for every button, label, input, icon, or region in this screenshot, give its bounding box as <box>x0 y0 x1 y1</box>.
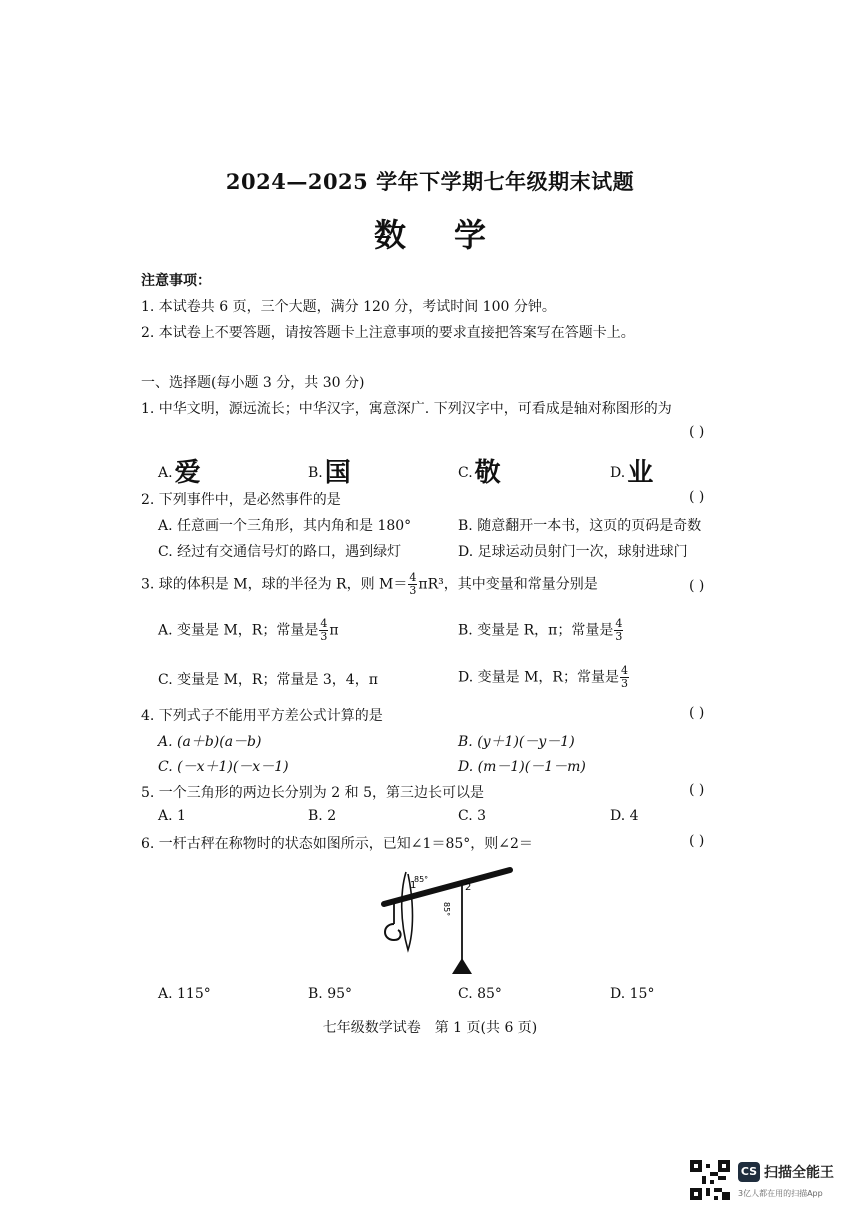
option-letter: C. <box>458 465 473 481</box>
option-fraction <box>319 618 328 643</box>
section-heading: 一、选择题(每小题 3 分，共 30 分) <box>141 375 365 391</box>
q3-option-d <box>458 665 630 690</box>
q6-answer-paren: ( ) <box>689 833 705 849</box>
q1-option-c <box>458 452 501 489</box>
q4-option-b: B. (y＋1)(－y－1) <box>458 734 575 750</box>
q1-option-d <box>610 452 653 489</box>
option-letter: A. <box>158 465 173 481</box>
q6-option-a: A. 115° <box>158 986 211 1002</box>
fraction-denominator: 3 <box>409 584 417 597</box>
scanner-tagline: 3亿人都在用的扫描App <box>738 1189 823 1198</box>
fraction-denominator: 3 <box>615 630 623 643</box>
notice-heading: 注意事项： <box>141 273 211 289</box>
exam-title: 2024—2025 学年下学期七年级期末试题 <box>225 169 635 194</box>
q6-option-b: B. 95° <box>308 986 353 1002</box>
option-char: 敬 <box>474 458 501 488</box>
q2-option-c: C. 经过有交通信号灯的路口，遇到绿灯 <box>158 544 402 560</box>
q6-option-c: C. 85° <box>458 986 502 1002</box>
q4-option-d: D. (m－1)(－1－m) <box>458 759 586 775</box>
q4-option-a: A. (a＋b)(a－b) <box>158 734 262 750</box>
page-footer: 七年级数学试卷 第 1 页(共 6 页) <box>322 1020 538 1036</box>
notice-item-2: 2. 本试卷上不要答题，请按答题卡上注意事项的要求直接把答案写在答题卡上。 <box>141 325 635 341</box>
q5-option-b: B. 2 <box>308 808 337 824</box>
fulcrum-triangle <box>452 958 472 974</box>
option-letter: B. <box>308 465 323 481</box>
q2-option-b: B. 随意翻开一本书，这页的页码是奇数 <box>458 518 702 534</box>
q5-option-a: A. 1 <box>158 808 186 824</box>
q5-stem: 5. 一个三角形的两边长分别为 2 和 5，第三边长可以是 <box>141 785 484 801</box>
q3-stem-part: 3. 球的体积是 M，球的半径为 R，则 M＝ <box>141 576 408 593</box>
q2-stem: 2. 下列事件中，是必然事件的是 <box>141 492 341 508</box>
q6-stem: 6. 一杆古秤在称物时的状态如图所示，已知∠1＝85°，则∠2＝ <box>141 836 533 852</box>
steelyard-figure <box>370 862 520 980</box>
angle-2-label: 2 <box>465 882 472 893</box>
q3-option-a <box>158 618 339 643</box>
fraction-numerator: 4 <box>320 617 328 630</box>
q1-option-a <box>158 452 201 489</box>
scanner-brand: 扫描全能王 <box>764 1165 834 1181</box>
option-text: π <box>329 622 339 639</box>
q1-stem: 1. 中华文明，源远流长；中华汉字，寓意深广. 下列汉字中，可看成是轴对称图形的为 <box>141 401 672 417</box>
angle-1-label: 1 <box>410 880 417 891</box>
q6-option-d: D. 15° <box>610 986 655 1002</box>
option-text: B. 变量是 R，π；常量是 <box>458 622 614 639</box>
option-fraction <box>620 665 629 690</box>
option-char: 国 <box>324 458 351 488</box>
q4-answer-paren: ( ) <box>689 705 705 721</box>
q3-stem <box>141 572 598 597</box>
q5-option-d: D. 4 <box>610 808 639 824</box>
option-char: 业 <box>627 458 654 488</box>
qr-code-graphic <box>690 1160 730 1200</box>
qr-code-icon <box>690 1160 730 1200</box>
q2-option-d: D. 足球运动员射门一次，球射进球门 <box>458 544 688 560</box>
option-text: A. 变量是 M，R；常量是 <box>158 622 319 639</box>
q3-stem-fraction <box>408 572 417 597</box>
q3-option-b <box>458 618 624 643</box>
q2-option-a: A. 任意画一个三角形，其内角和是 180° <box>158 518 412 534</box>
option-letter: D. <box>610 465 626 481</box>
q1-answer-paren: ( ) <box>689 424 705 440</box>
fraction-numerator: 4 <box>620 664 628 677</box>
option-fraction <box>614 618 623 643</box>
fraction-denominator: 3 <box>320 630 328 643</box>
q5-option-c: C. 3 <box>458 808 487 824</box>
q3-stem-part: πR³，其中变量和常量分别是 <box>418 576 598 593</box>
q4-option-c: C. (－x＋1)(－x－1) <box>158 759 289 775</box>
q2-answer-paren: ( ) <box>689 489 705 505</box>
q1-option-b <box>308 452 351 489</box>
q5-answer-paren: ( ) <box>689 782 705 798</box>
fraction-numerator: 4 <box>409 571 417 584</box>
camscanner-logo-icon: CS <box>738 1162 760 1182</box>
angle-mark-label: 85° <box>414 875 429 884</box>
fraction-numerator: 4 <box>615 617 623 630</box>
angle-mark-vertical: 85° <box>442 902 451 917</box>
option-text: D. 变量是 M，R；常量是 <box>458 669 619 686</box>
option-char: 爱 <box>174 458 201 488</box>
subject-title: 数学 <box>373 216 534 254</box>
notice-item-1: 1. 本试卷共 6 页，三个大题，满分 120 分，考试时间 100 分钟。 <box>141 299 556 315</box>
q3-answer-paren: ( ) <box>689 578 705 594</box>
q3-option-c: C. 变量是 M，R；常量是 3，4，π <box>158 672 378 688</box>
fraction-denominator: 3 <box>620 677 628 690</box>
q4-stem: 4. 下列式子不能用平方差公式计算的是 <box>141 708 383 724</box>
hook-icon <box>385 924 401 940</box>
